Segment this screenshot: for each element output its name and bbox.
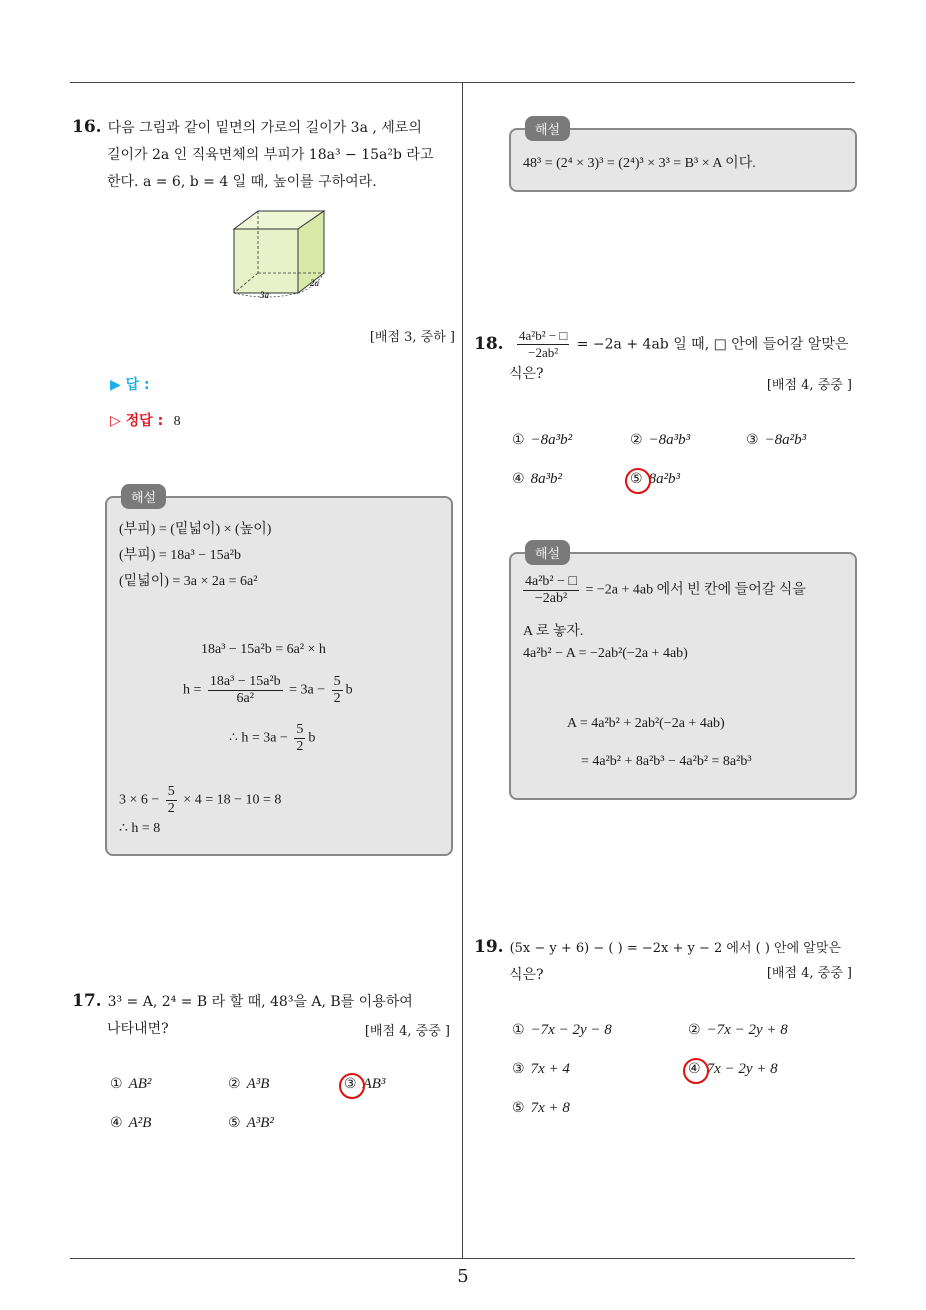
solution-line: (밑넓이) = 3a × 2a = 6a² — [119, 574, 258, 589]
math-text: h = — [183, 682, 205, 698]
solution-line: (부피) = (밑넓이) × (높이) — [119, 522, 272, 537]
fraction — [523, 574, 579, 607]
choice-number: ① — [512, 1022, 525, 1038]
solution-line: 48³ = (2⁴ × 3)³ = (2⁴)³ × 3³ = B³ × A 이다. — [523, 156, 756, 171]
fraction — [332, 674, 343, 707]
choice-number: ⑤ — [630, 471, 643, 487]
denominator: 6a² — [236, 691, 254, 706]
choice-text: 8a³b² — [530, 471, 563, 487]
choice-number: ② — [688, 1022, 701, 1038]
selected-answer-ring — [625, 468, 651, 494]
choice-1[interactable] — [110, 1076, 151, 1093]
solution-box-17 — [509, 123, 857, 192]
choice-2[interactable] — [630, 432, 690, 449]
solution-tag: 해설 — [525, 540, 570, 565]
correct-answer — [110, 410, 181, 430]
choice-3[interactable] — [512, 1061, 570, 1078]
question-line: 한다. a = 6, b = 4 일 때, 높이를 구하여라. — [107, 174, 377, 190]
solution-line — [183, 674, 353, 707]
solution-line: (부피) = 18a³ − 15a²b — [119, 548, 241, 563]
fraction — [166, 784, 177, 817]
solution-box-16 — [105, 491, 453, 856]
question-number: 18. — [474, 333, 504, 354]
choice-number: ① — [512, 432, 525, 448]
question-line: 길이가 2a 인 직육면체의 부피가 18a³ − 15a²b 라고 — [107, 147, 434, 163]
answer-label: ▶ 답 : — [110, 377, 150, 393]
denominator: −2ab² — [528, 345, 559, 360]
question-line: 식은? — [509, 366, 544, 382]
choice-text: A³B² — [246, 1115, 274, 1131]
choice-text: −7x − 2y + 8 — [706, 1022, 788, 1038]
choice-text: −8a³b² — [530, 432, 573, 448]
denominator: 2 — [167, 801, 175, 816]
choice-number: ② — [228, 1076, 241, 1092]
question-line: 다음 그림과 같이 밑면의 가로의 길이가 3a , 세로의 — [107, 120, 422, 136]
score-meta: [배점 3, 중하 ] — [369, 330, 455, 345]
score-meta: [배점 4, 중중 ] — [364, 1024, 450, 1039]
solution-line: A 로 놓자. — [523, 624, 584, 639]
question-line: = −2a + 4ab 일 때, □ 안에 들어갈 알맞은 — [576, 336, 849, 353]
choice-text: −7x − 2y − 8 — [530, 1022, 612, 1038]
numerator: 18a³ − 15a²b — [209, 674, 281, 689]
solution-tag: 해설 — [121, 484, 166, 509]
correct-label: ▷ 정답 : — [110, 413, 164, 429]
solution-line: A = 4a²b² + 2ab²(−2a + 4ab) — [567, 716, 725, 731]
choice-number: ⑤ — [228, 1115, 241, 1131]
column-divider — [462, 82, 463, 1258]
choice-5[interactable] — [512, 1100, 570, 1117]
numerator: 5 — [333, 674, 341, 689]
choice-1[interactable] — [512, 432, 572, 449]
choice-number: ① — [110, 1076, 123, 1092]
denominator: −2ab² — [534, 591, 568, 606]
question-number: 16. — [72, 117, 102, 137]
question-line: 식은? — [509, 967, 544, 983]
math-text: b — [308, 730, 316, 746]
choice-text: −8a³b³ — [648, 432, 691, 448]
solution-line — [523, 574, 806, 607]
width-label: 3a — [260, 290, 269, 300]
choice-number: ③ — [746, 432, 759, 448]
choice-text: A³B — [246, 1076, 270, 1092]
choice-number: ④ — [110, 1115, 123, 1131]
choice-text: AB³ — [362, 1076, 386, 1092]
denominator: 2 — [296, 739, 304, 754]
choice-text: 7x − 2y + 8 — [706, 1061, 778, 1077]
math-text: ∴ h = 3a − — [229, 730, 288, 746]
choice-number: ③ — [344, 1076, 357, 1092]
solution-line: = 4a²b² + 8a²b³ − 4a²b² = 8a²b³ — [581, 754, 752, 769]
solution-line — [119, 784, 281, 817]
selected-answer-ring — [339, 1073, 365, 1099]
choice-number: ④ — [688, 1061, 701, 1077]
numerator: 5 — [167, 784, 175, 799]
fraction — [517, 328, 569, 361]
math-text: = 3a − — [289, 682, 326, 698]
solution-line: 18a³ − 15a²b = 6a² × h — [201, 642, 326, 657]
choice-1[interactable] — [512, 1022, 612, 1039]
numerator: 5 — [296, 722, 304, 737]
question-16 — [72, 114, 457, 196]
solution-tag: 해설 — [525, 116, 570, 141]
selected-answer-ring — [683, 1058, 709, 1084]
choice-3[interactable] — [746, 432, 806, 449]
bottom-rule — [70, 1258, 855, 1259]
math-text: b — [345, 682, 353, 698]
score-meta: [배점 4, 중중 ] — [766, 966, 852, 981]
fraction — [294, 722, 305, 755]
solution-box-18 — [509, 547, 857, 800]
math-text: 3 × 6 − — [119, 792, 160, 808]
choice-text: 7x + 8 — [530, 1100, 570, 1116]
choice-number: ② — [630, 432, 643, 448]
question-number: 17. — [72, 991, 102, 1011]
choice-text: A²B — [128, 1115, 152, 1131]
choice-4[interactable] — [512, 471, 562, 488]
choice-2[interactable] — [688, 1022, 788, 1039]
fraction — [208, 674, 283, 707]
question-line: (5x − y + 6) − ( ) = −2x + y − 2 에서 ( ) 안에 알맞은 — [509, 941, 841, 956]
math-text: = −2a + 4ab 에서 빈 칸에 들어갈 식을 — [585, 582, 806, 598]
choice-2[interactable] — [228, 1076, 269, 1093]
cuboid-figure — [222, 205, 342, 305]
choice-number: ③ — [512, 1061, 525, 1077]
choice-text: AB² — [128, 1076, 152, 1092]
solution-line: ∴ h = 8 — [119, 821, 161, 836]
denominator: 2 — [333, 691, 341, 706]
numerator: 4a²b² − □ — [519, 328, 568, 343]
question-number: 19. — [474, 937, 504, 957]
choice-text: 7x + 4 — [530, 1061, 570, 1077]
choice-text: 8a²b³ — [648, 471, 681, 487]
page-number: 5 — [457, 1266, 469, 1287]
choice-text: −8a²b³ — [764, 432, 807, 448]
choice-number: ④ — [512, 471, 525, 487]
choice-number: ⑤ — [512, 1100, 525, 1116]
solution-line — [229, 722, 315, 755]
question-line: 나타내면? — [107, 1021, 169, 1037]
score-meta: [배점 4, 중중 ] — [766, 378, 852, 393]
question-line: 3³ = A, 2⁴ = B 라 할 때, 48³을 A, B를 이용하여 — [107, 994, 413, 1010]
solution-line: 4a²b² − A = −2ab²(−2a + 4ab) — [523, 646, 688, 661]
numerator: 4a²b² − □ — [525, 574, 577, 589]
depth-label: 2a — [310, 278, 319, 288]
correct-value: 8 — [173, 414, 181, 429]
math-text: × 4 = 18 − 10 = 8 — [183, 792, 282, 808]
choice-4[interactable] — [110, 1115, 151, 1132]
choice-5[interactable] — [228, 1115, 274, 1132]
